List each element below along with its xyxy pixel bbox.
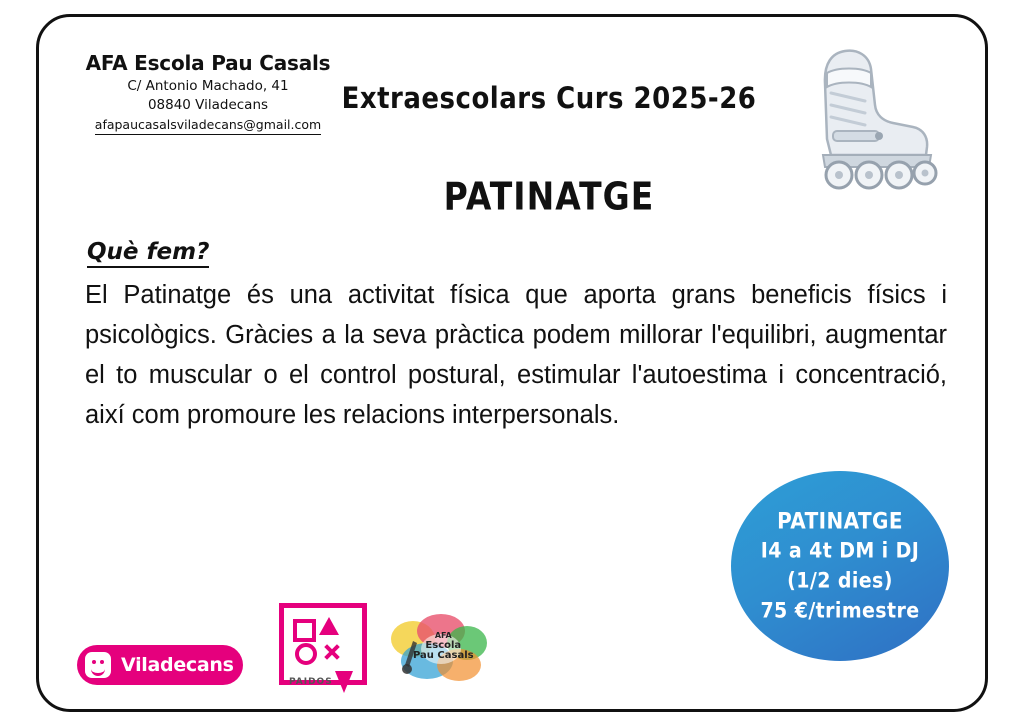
logo-paidos-label: PAIDOS [289, 677, 333, 687]
organisation-email: afapaucasalsviladecans@gmail.com [95, 117, 321, 135]
body-text: El Patinatge és una activitat física que aporta grans beneficis físics i psicològics. Gràcies a la seva pràctica podem millorar l'equilibri, augmentar el to muscular o el control postural, estimular l'autoestima i concentració, així com promoure les relacions interpersonals. [85, 281, 947, 429]
paidos-cross-icon [323, 643, 339, 659]
paidos-square-icon [293, 619, 316, 642]
logo-viladecans-label: Viladecans [121, 654, 234, 676]
logo-afa-line1: AFA [434, 631, 452, 640]
smiley-icon [85, 652, 111, 678]
badge-activity: PATINATGE [777, 507, 903, 535]
paidos-triangle-icon [319, 617, 339, 635]
roller-skate-icon [787, 43, 947, 193]
badge-price: 75 €/trimestre [760, 598, 920, 624]
paidos-tail [335, 671, 353, 693]
logo-afa-line3: Pau Casals [413, 650, 474, 661]
organisation-city: 08840 Viladecans [147, 97, 269, 113]
logo-afa [383, 609, 495, 689]
course-title: Extraescolars Curs 2025-26 [341, 82, 757, 116]
logo-afa-line2: Escola [425, 640, 462, 651]
badge-frequency: (1/2 dies) [787, 568, 893, 594]
logo-paidos [279, 603, 365, 697]
organisation-block [73, 51, 343, 135]
logo-viladecans [77, 645, 243, 685]
page-title: PATINATGE [443, 174, 655, 219]
organisation-name: AFA Escola Pau Casals [85, 51, 331, 75]
paidos-circle-icon [295, 643, 317, 665]
schedule-price-badge [731, 471, 949, 661]
badge-groups-days: I4 a 4t DM i DJ [760, 538, 920, 564]
organisation-address: C/ Antonio Machado, 41 [127, 78, 289, 94]
section-heading: Què fem? [87, 239, 209, 268]
poster-card [36, 14, 988, 712]
logo-afa-label [413, 631, 474, 661]
